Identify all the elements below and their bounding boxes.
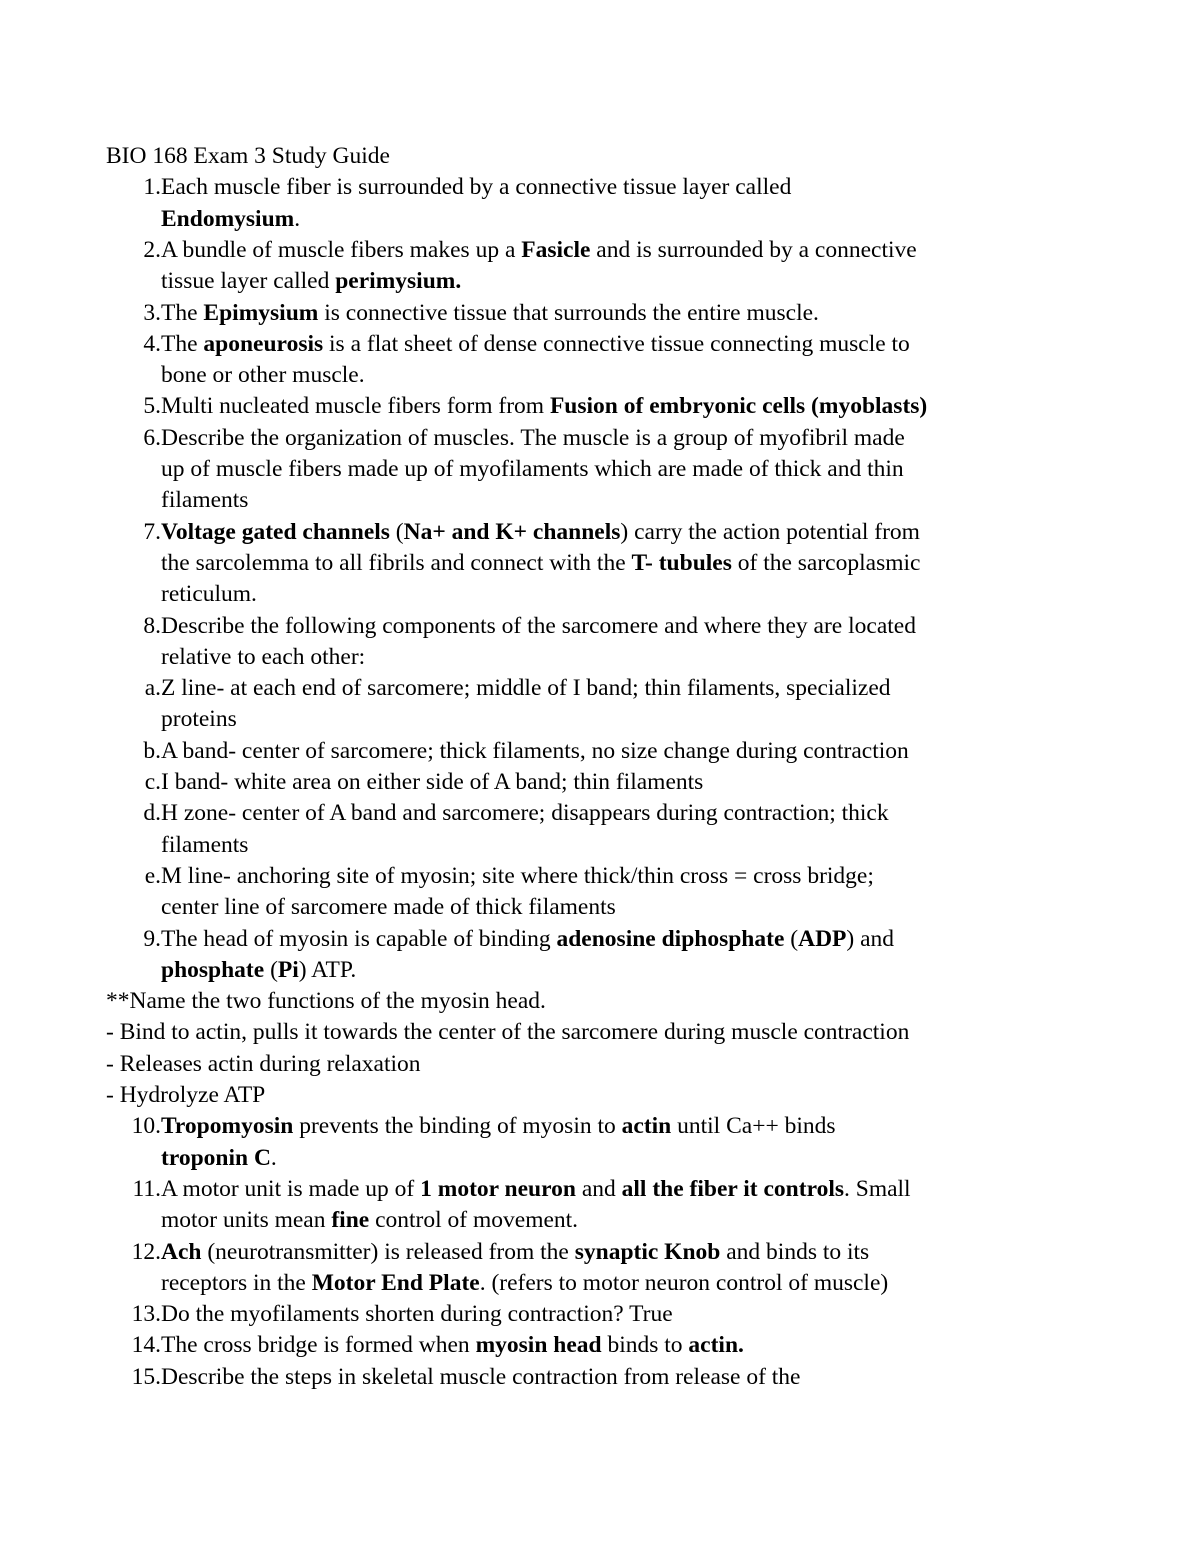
list-note-line [106, 986, 546, 1017]
list-item-line [161, 1205, 578, 1236]
text-run: . (refers to motor neuron control of muscle) [479, 1269, 889, 1296]
list-item-line [161, 642, 365, 673]
bold-term: adenosine diphosphate [556, 925, 785, 952]
bold-term: troponin C [161, 1144, 271, 1171]
list-item-line [101, 924, 894, 955]
list-item-number: 4. [143, 330, 161, 357]
list-item-number: 5. [143, 393, 161, 420]
bold-term: perimysium. [335, 268, 462, 295]
list-item-number: 2. [143, 236, 161, 263]
text-run: and [575, 1175, 622, 1202]
list-item-number: 6. [143, 424, 161, 451]
text-run: control of movement. [369, 1207, 579, 1234]
list-item-line [161, 454, 904, 485]
list-item-line [161, 704, 237, 735]
list-item-line [101, 798, 889, 829]
text-run: A motor unit is made up of [161, 1175, 421, 1202]
text-run: The [161, 299, 204, 326]
list-item-line [101, 1174, 911, 1205]
text-run: . Small [844, 1175, 911, 1202]
list-item-line [161, 955, 356, 986]
text-run: . [294, 205, 301, 232]
text-run: prevents the binding of myosin to [293, 1113, 622, 1140]
text-run: - Releases actin during relaxation [106, 1050, 421, 1077]
bold-term: myosin head [475, 1332, 602, 1359]
list-item-number: e. [144, 862, 161, 889]
bold-term: 1 motor neuron [420, 1175, 576, 1202]
text-run: - Hydrolyze ATP [106, 1082, 266, 1108]
text-run: center line of sarcomere made of thick filaments [161, 894, 616, 921]
text-run: filaments [161, 831, 249, 858]
list-item-number: 14. [131, 1332, 161, 1359]
bold-term: Fusion of embryonic cells (myoblasts) [549, 393, 928, 420]
list-item-number: d. [143, 800, 161, 827]
list-item-line [101, 767, 703, 798]
bold-term: Fasicle [521, 236, 591, 263]
bold-term: synaptic Knob [574, 1238, 721, 1265]
text-run: ) carry the action potential from [620, 518, 920, 545]
list-item-line [101, 1330, 744, 1361]
text-run: of the sarcoplasmic [731, 549, 921, 576]
text-run: proteins [161, 706, 237, 733]
list-item-line [101, 329, 910, 360]
text-run: Do the myofilaments shorten during contraction? True [161, 1301, 673, 1328]
list-item-line [161, 204, 300, 235]
list-item-line [101, 391, 927, 422]
list-item-line [101, 1111, 836, 1142]
text-run: Z line- at each end of sarcomere; middle of I band; thin filaments, specialized [161, 675, 891, 702]
bold-term: Pi [277, 956, 299, 983]
list-item-line [161, 485, 248, 516]
text-run: bone or other muscle. [161, 362, 365, 389]
bold-term: Epimysium [203, 299, 319, 326]
text-run: ( [784, 925, 799, 952]
text-run: A band- center of sarcomere; thick filaments, no size change during contraction [161, 737, 909, 764]
list-item-line [101, 861, 874, 892]
list-note-line [106, 1017, 909, 1048]
text-run: The cross bridge is formed when [161, 1332, 476, 1359]
text-run: and is surrounded by a connective [590, 236, 917, 263]
list-item-line [161, 1268, 888, 1299]
bold-term: Voltage gated channels [161, 518, 390, 545]
bold-term: ADP [798, 925, 847, 952]
text-run: tissue layer called [161, 268, 336, 295]
text-run: H zone- center of A band and sarcomere; disappears during contraction; thick [161, 800, 889, 827]
text-run: filaments [161, 487, 249, 514]
list-item-line [101, 235, 917, 266]
text-run: Describe the following components of the sarcomere and where they are located [161, 612, 916, 639]
text-run: relative to each other: [161, 643, 366, 670]
text-run: Describe the organization of muscles. The muscle is a group of myofibril made [161, 424, 905, 451]
text-run: M line- anchoring site of myosin; site where thick/thin cross = cross bridge; [161, 862, 874, 889]
list-item-number: a. [144, 675, 161, 702]
bold-term: aponeurosis [203, 330, 324, 357]
list-item-line [101, 1237, 869, 1268]
list-item-number: 13. [131, 1301, 161, 1328]
list-item-number: 9. [143, 925, 161, 952]
text-run: I band- white area on either side of A band; thin filaments [161, 769, 704, 795]
list-note-line [106, 1080, 265, 1111]
list-item-number: c. [144, 769, 161, 795]
text-run: reticulum. [161, 581, 257, 608]
list-item-line [101, 673, 891, 704]
text-run: The [161, 330, 204, 357]
bold-term: Na+ and K+ channels [403, 518, 621, 545]
list-item-number: 15. [131, 1363, 161, 1390]
list-item-line [101, 1362, 800, 1393]
bold-term: Endomysium [161, 205, 295, 232]
bold-term: Ach [161, 1238, 202, 1265]
text-run: ( [264, 956, 278, 983]
bold-term: actin. [688, 1332, 744, 1359]
text-run: A bundle of muscle fibers makes up a [161, 236, 522, 263]
text-run: and binds to its [720, 1238, 870, 1265]
list-item-line [101, 298, 819, 329]
bold-term: actin [621, 1113, 672, 1140]
text-run: motor units mean [161, 1207, 332, 1234]
text-run: until Ca++ binds [671, 1113, 836, 1140]
text-run: up of muscle fibers made up of myofilaments which are made of thick and thin [161, 456, 904, 482]
list-item-line [161, 892, 616, 923]
text-run: Describe the steps in skeletal muscle contraction from release of the [161, 1363, 801, 1390]
bold-term: T- tubules [631, 549, 732, 576]
list-item-line [161, 579, 257, 610]
text-run: is connective tissue that surrounds the entire muscle. [318, 299, 819, 326]
list-item-line [161, 266, 461, 297]
list-item-line [161, 548, 920, 579]
list-item-number: 3. [143, 299, 161, 326]
text-run: Each muscle fiber is surrounded by a connective tissue layer called [161, 174, 792, 201]
text-run: ( [389, 518, 404, 545]
text-run: ) and [846, 925, 895, 952]
text-run: the sarcolemma to all fibrils and connect with the [161, 549, 632, 576]
list-item-number: b. [143, 737, 161, 764]
text-run: (neurotransmitter) is released from the [201, 1238, 575, 1265]
text-run: . [270, 1144, 277, 1171]
list-item-line [161, 360, 365, 391]
bold-term: fine [331, 1207, 370, 1234]
list-item-number: 10. [131, 1113, 161, 1140]
list-note-line [106, 1049, 421, 1080]
list-item-line [161, 1143, 277, 1174]
list-item-number: 8. [143, 612, 161, 639]
text-run: **Name the two functions of the myosin head. [106, 988, 546, 1015]
text-run: binds to [601, 1332, 689, 1359]
text-run: ) ATP. [298, 956, 357, 983]
list-item-line [161, 830, 248, 861]
list-item-line [101, 611, 916, 642]
text-run: The head of myosin is capable of binding [161, 925, 557, 952]
list-item-line [101, 172, 791, 203]
bold-term: all the fiber it controls [621, 1175, 844, 1202]
text-run: receptors in the [161, 1269, 312, 1296]
text-run: is a flat sheet of dense connective tissue connecting muscle to [323, 330, 910, 357]
text-run: - Bind to actin, pulls it towards the center of the sarcomere during muscle contraction [106, 1019, 910, 1046]
list-item-number: 1. [143, 174, 161, 201]
bold-term: Motor End Plate [311, 1269, 480, 1296]
bold-term: phosphate [161, 956, 265, 983]
list-item-line [101, 517, 920, 548]
bold-term: Tropomyosin [161, 1113, 294, 1140]
list-item-line [101, 1299, 673, 1330]
list-item-line [101, 423, 905, 454]
list-item-line [101, 736, 909, 767]
list-item-number: 7. [143, 518, 161, 545]
list-item-number: 11. [132, 1175, 161, 1202]
text-run: Multi nucleated muscle fibers form from [161, 393, 550, 420]
list-item-number: 12. [131, 1238, 161, 1265]
document-title: BIO 168 Exam 3 Study Guide [106, 143, 390, 169]
